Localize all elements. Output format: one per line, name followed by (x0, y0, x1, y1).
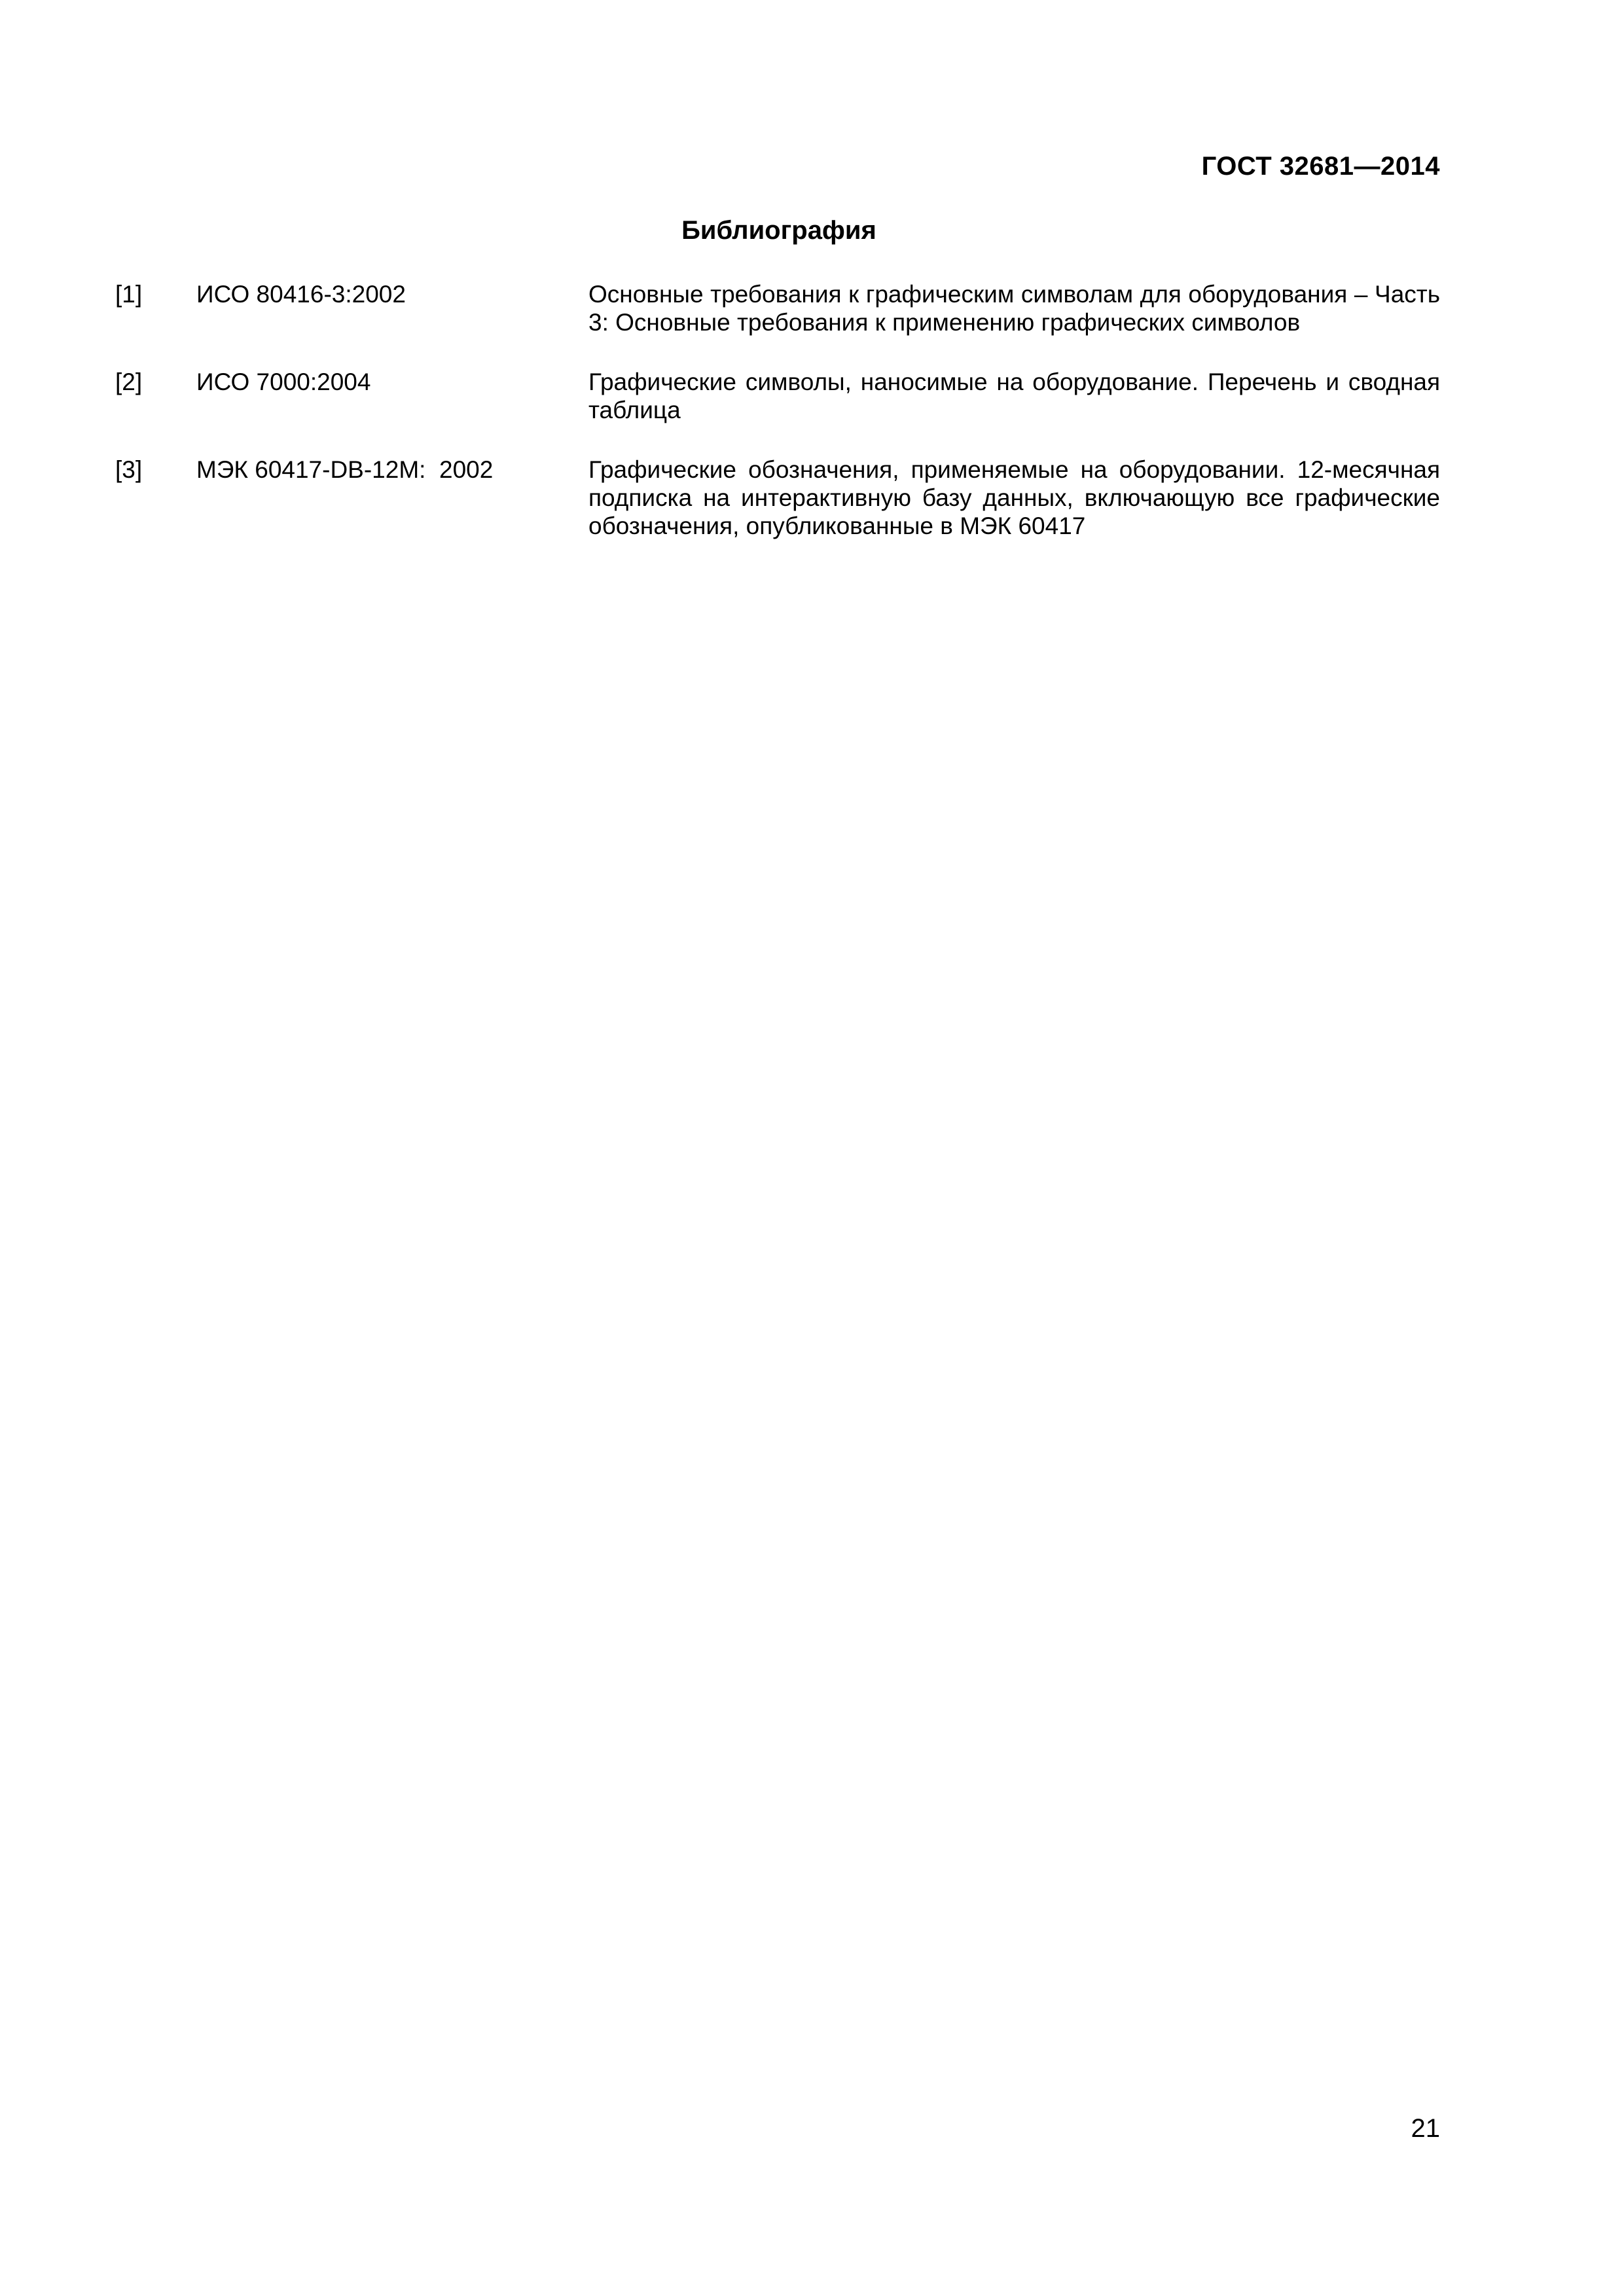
entry-title: Основные требования к графическим символам для оборудования – Часть 3: Основные требования к применению графических символов (588, 281, 1440, 336)
entry-number: [2] (115, 368, 143, 395)
page-number: 21 (1411, 2114, 1440, 2143)
entry-standard-code: МЭК 60417-DB-12M: 2002 (196, 456, 494, 483)
entry-standard-code: ИСО 80416-3:2002 (196, 281, 406, 308)
entry-number: [1] (115, 281, 143, 308)
bibliography-entry (115, 368, 1440, 424)
section-title: Библиография (681, 216, 876, 245)
bibliography-entry (115, 280, 1440, 336)
entry-number: [3] (115, 456, 143, 483)
entry-title: Графические символы, наносимые на оборудование. Перечень и сводная таблица (588, 368, 1440, 423)
entry-standard-code: ИСО 7000:2004 (196, 368, 371, 395)
bibliography-list (115, 280, 1440, 571)
entry-title: Графические обозначения, применяемые на оборудовании. 12-месячная подписка на интерактивную базу данных, включающую все графические обозначения, опубликованные в МЭК 60417 (588, 456, 1440, 539)
bibliography-entry (115, 456, 1440, 540)
standard-code: ГОСТ 32681—2014 (1201, 152, 1440, 181)
